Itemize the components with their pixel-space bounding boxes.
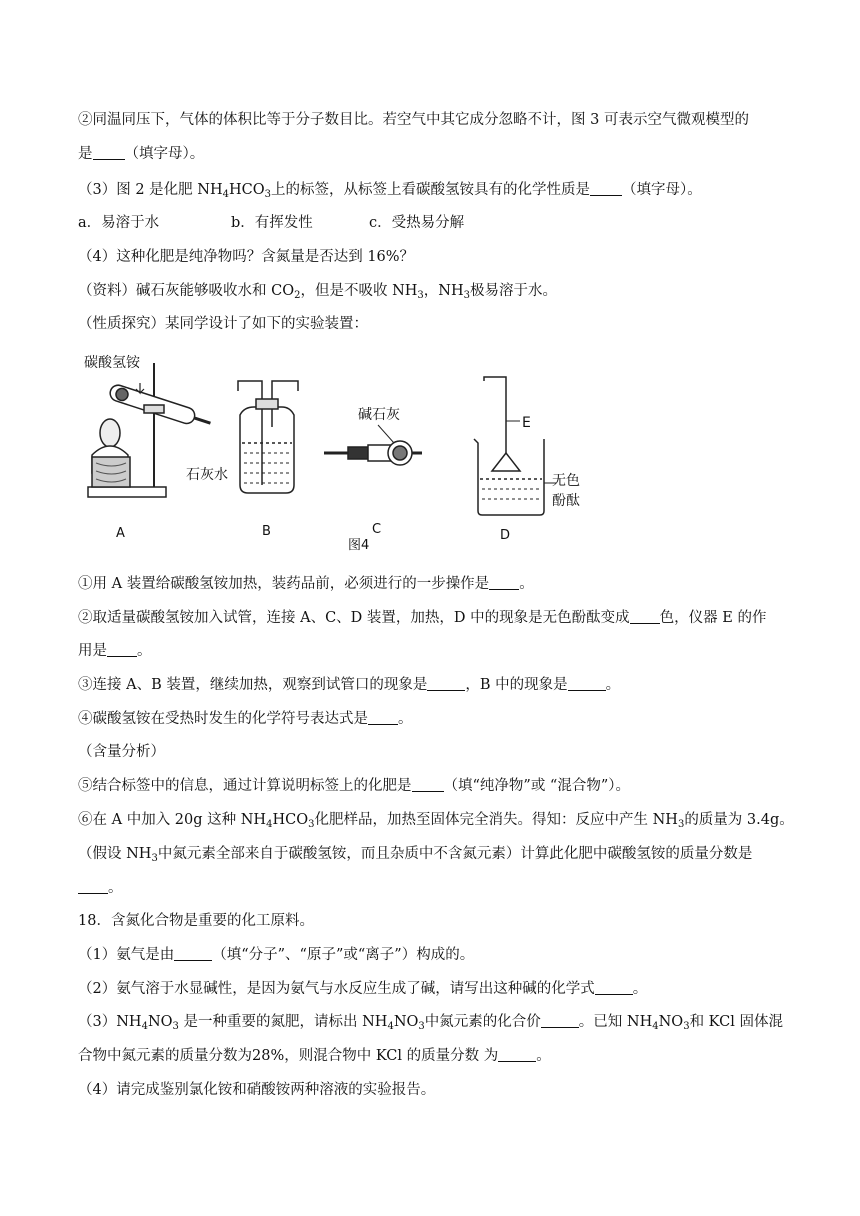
q18-part2: （2）氨气溶于水显碱性，是因为氨气与水反应生成了碱，请写出这种碱的化学式 。 xyxy=(78,981,648,997)
label-b: B xyxy=(262,524,271,539)
q18-part1: （1）氨气是由 （填“分子”、“原子”或“离子”）构成的。 xyxy=(78,947,475,963)
option-c: c．受热易分解 xyxy=(369,215,465,231)
label-c: C xyxy=(372,522,382,537)
q18-part3-line1: $(3)NH_4NO_3$ 是一种重要的氮肥，请标出 $NH_4NO_3$中氮元素的化合价 。已知 $NH_4NO_3$和 KCl 固体混 xyxy=(78,1014,783,1032)
answer-blank[interactable] xyxy=(498,1047,536,1062)
apparatus-b xyxy=(238,381,298,493)
label-phenolphthalein: 酚酞 xyxy=(552,493,580,509)
answer-blank[interactable] xyxy=(541,1013,579,1028)
answer-blank[interactable] xyxy=(595,980,633,995)
q17-step5: ⑤结合标签中的信息，通过计算说明标签上的化肥是 （填“纯净物”或 “混合物”）。 xyxy=(78,778,631,794)
q18-part4: （4）请完成鉴别氯化铵和硝酸铵两种溶液的实验报告。 xyxy=(78,1082,436,1098)
q17-step4: ④碳酸氢铵在受热时发生的化学符号表达式是 。 xyxy=(78,711,413,727)
label-ammonium-bicarbonate: 碳酸氢铵 xyxy=(84,355,140,371)
answer-blank[interactable] xyxy=(78,879,108,894)
answer-blank[interactable] xyxy=(568,676,606,691)
q17-part4: （4）这种化肥是纯净物吗？含氮量是否达到 16%？ xyxy=(78,249,415,265)
apparatus-d xyxy=(474,377,556,515)
answer-blank[interactable] xyxy=(630,609,660,624)
q17-step3: ③连接 A、B 装置，继续加热，观察到试管口的现象是 ，B 中的现象是 。 xyxy=(78,677,621,693)
answer-blank[interactable] xyxy=(174,946,212,961)
label-limewater: 石灰水 xyxy=(186,467,228,483)
option-a: a．易溶于水 xyxy=(78,215,160,231)
q17-options xyxy=(78,213,784,233)
answer-blank[interactable] xyxy=(427,676,465,691)
figure-caption: 图4 xyxy=(348,538,370,553)
answer-blank[interactable] xyxy=(489,575,519,590)
q17-step6-line1: ⑥在 A 中加入 20g 这种 $NH_4HCO_3$化肥样品，加热至固体完全消失。得知：反应中产生 $NH_3$的质量为 3.4g。 xyxy=(78,812,794,830)
q17-step1: ①用 A 装置给碳酸氢铵加热，装药品前，必须进行的一步操作是 。 xyxy=(78,576,534,592)
q17-content-analysis: （含量分析） xyxy=(78,744,165,760)
q17-step2-line1: ②取适量碳酸氢铵加入试管，连接 A、C、D 装置，加热，D 中的现象是无色酚酞变成 色，仪器 E 的作 xyxy=(78,610,767,626)
q18-title: 18．含氮化合物是重要的化工原料。 xyxy=(78,913,314,929)
label-colorless: 无色 xyxy=(552,473,580,489)
q17-step6-line3: 。 xyxy=(78,878,784,898)
label-a: A xyxy=(116,526,125,541)
q17-step6-line2: （假设 $NH_3$中氮元素全部来自于碳酸氢铵，而且杂质中不含氮元素）计算此化肥中碳酸氢铵的质量分数是 xyxy=(78,846,753,864)
q17-explore: （性质探究）某同学设计了如下的实验装置： xyxy=(78,316,368,332)
q17-sub2-line1: ②同温同压下，气体的体积比等于分子数目比。若空气中其它成分忽略不计，图 3 可表示空气微观模型的 xyxy=(78,112,749,128)
q17-step2-line2: 用是 。 xyxy=(78,643,152,659)
q17-sub2-line2: 是 （填字母）。 xyxy=(78,146,205,162)
label-d: D xyxy=(500,528,511,543)
q18-part3-line2: 合物中氮元素的质量分数为28%，则混合物中 KCl 的质量分数 为 。 xyxy=(78,1048,551,1064)
option-b: b．有挥发性 xyxy=(231,215,313,231)
q17-part3: （3）图 2 是化肥 $NH_4HCO_3$上的标签，从标签上看碳酸氢铵具有的化学性质是 （填字母）。 xyxy=(78,182,702,200)
answer-blank[interactable] xyxy=(93,145,125,160)
apparatus-figure xyxy=(78,345,598,555)
answer-blank[interactable] xyxy=(107,642,137,657)
label-e: E xyxy=(522,415,531,431)
answer-blank[interactable] xyxy=(412,777,444,792)
q17-info: （资料）碱石灰能够吸收水和 $CO_2$，但是不吸收 $NH_3$，$NH_3$极易溶于水。 xyxy=(78,283,558,301)
apparatus-c xyxy=(324,425,422,465)
answer-blank[interactable] xyxy=(368,710,398,725)
label-soda-lime: 碱石灰 xyxy=(358,407,400,423)
answer-blank[interactable] xyxy=(590,181,622,196)
